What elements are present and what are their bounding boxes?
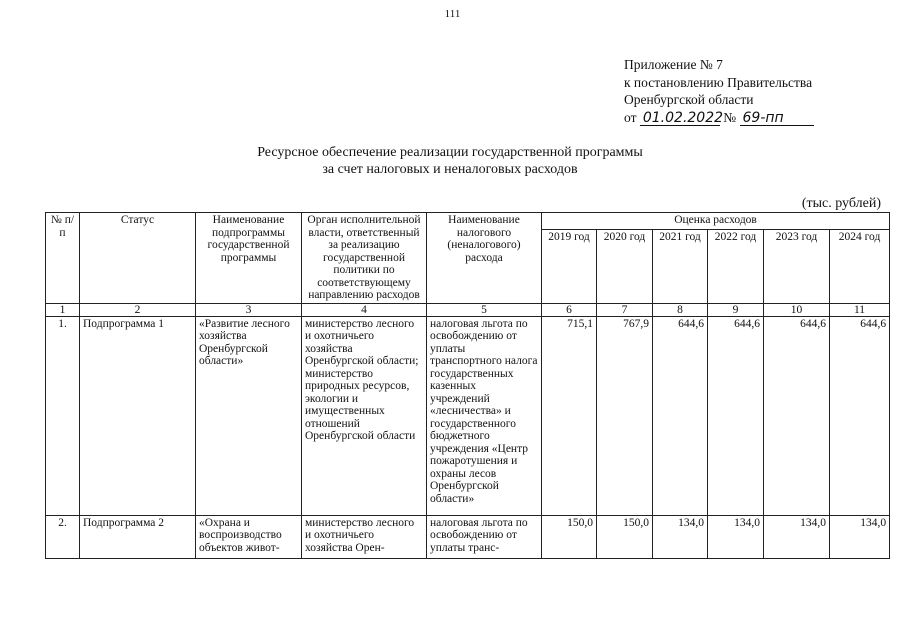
row-num: 2.: [46, 515, 80, 558]
title-line-2: за счет налоговых и неналоговых расходов: [322, 162, 578, 177]
row-value: 150,0: [597, 515, 653, 558]
header-row: [46, 213, 890, 230]
appendix-date-line: [624, 109, 884, 127]
column-number: 8: [653, 303, 708, 316]
row-expense: налоговая льгота по освобождению от уплаты транс-: [427, 515, 542, 558]
appendix-line-1: Приложение № 7: [624, 57, 723, 72]
document-title: [150, 144, 750, 178]
row-value: 644,6: [764, 316, 830, 515]
column-number: 11: [830, 303, 890, 316]
header-organ: Орган исполнительной власти, ответственный за реализацию государственной политики по соответствующему направлению расходов: [302, 213, 427, 304]
row-value: 134,0: [708, 515, 764, 558]
page-number: 111: [444, 8, 461, 20]
title-line-1: Ресурсное обеспечение реализации государственной программы: [257, 145, 643, 160]
column-number: 4: [302, 303, 427, 316]
handwritten-date: 01.02.2022: [640, 111, 720, 126]
row-value: 134,0: [830, 515, 890, 558]
row-status: Подпрограмма 1: [80, 316, 196, 515]
row-value: 134,0: [764, 515, 830, 558]
column-number: 10: [764, 303, 830, 316]
row-value: 644,6: [653, 316, 708, 515]
header-year: 2019 год: [542, 230, 597, 303]
column-number: 2: [80, 303, 196, 316]
row-status: Подпрограмма 2: [80, 515, 196, 558]
column-number: 3: [196, 303, 302, 316]
table-row: [46, 515, 890, 558]
row-value: 134,0: [653, 515, 708, 558]
header-expense: Наименование налогового (неналогового) расхода: [427, 213, 542, 304]
appendix-block: [624, 56, 884, 126]
appendix-line-2: к постановлению Правительства: [624, 74, 813, 90]
row-value: 644,6: [830, 316, 890, 515]
header-status: Статус: [80, 213, 196, 304]
handwritten-number: 69-пп: [740, 111, 814, 126]
row-value: 644,6: [708, 316, 764, 515]
row-num: 1.: [46, 316, 80, 515]
header-year: 2023 год: [764, 230, 830, 303]
table-row: [46, 316, 890, 515]
column-number: 1: [46, 303, 80, 316]
row-organ: министерство лесного и охотничьего хозяйства Орен-: [302, 515, 427, 558]
date-prefix: от: [624, 109, 637, 125]
header-year: 2024 год: [830, 230, 890, 303]
row-value: 150,0: [542, 515, 597, 558]
header-year: 2022 год: [708, 230, 764, 303]
column-number: 9: [708, 303, 764, 316]
row-name: «Развитие лесного хозяйства Оренбургской области»: [196, 316, 302, 515]
column-number-row: [46, 303, 890, 316]
header-year: 2021 год: [653, 230, 708, 303]
header-estimate: Оценка расходов: [542, 213, 890, 230]
units-label: (тыс. рублей): [801, 196, 881, 211]
row-organ: министерство лесного и охотничьего хозяйства Оренбургской области; министерство природных ресурсов, экологии и имущественных отношений Оренбургской области: [302, 316, 427, 515]
header-name: Наименование подпрограммы государственной программы: [196, 213, 302, 304]
header-num: № п/п: [46, 213, 80, 304]
column-number: 7: [597, 303, 653, 316]
row-value: 715,1: [542, 316, 597, 515]
row-expense: налоговая льгота по освобождению от уплаты транспортного налога государственных казенных учреждений «лесничества» и государственного бюджетного учреждения «Центр пожаротушения и охраны лесов Оренбургской области»: [427, 316, 542, 515]
resource-table: [45, 212, 890, 559]
header-year: 2020 год: [597, 230, 653, 303]
column-number: 6: [542, 303, 597, 316]
row-value: 767,9: [597, 316, 653, 515]
column-number: 5: [427, 303, 542, 316]
appendix-line-3: Оренбургской области: [624, 92, 754, 107]
number-sign: №: [723, 109, 737, 125]
row-name: «Охрана и воспроизводство объектов живот-: [196, 515, 302, 558]
